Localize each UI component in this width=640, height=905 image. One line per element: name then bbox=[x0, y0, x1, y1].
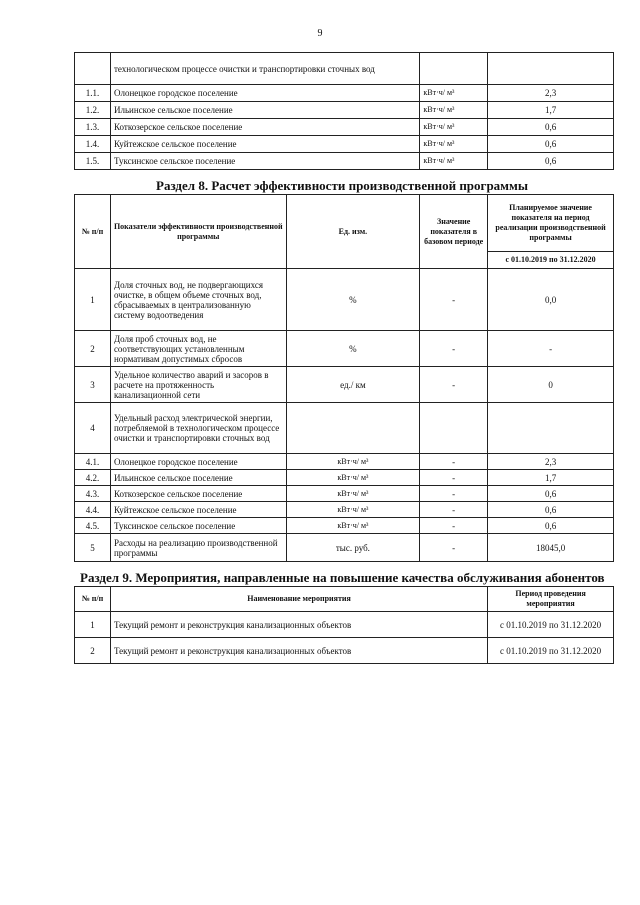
header-unit: Ед. изм. bbox=[286, 195, 420, 269]
base-value: - bbox=[420, 269, 488, 331]
indicator-name: Удельное количество аварий и засоров в расчете на протяженность канализационной сети bbox=[110, 367, 286, 403]
row-number: 1.2. bbox=[75, 102, 111, 119]
value-cell: 0,6 bbox=[488, 153, 614, 170]
row-number: 1.3. bbox=[75, 119, 111, 136]
unit-cell: тыс. руб. bbox=[286, 534, 420, 562]
header-num: № п/п bbox=[75, 587, 111, 612]
unit-cell: кВт·ч/ м³ bbox=[420, 102, 488, 119]
header-period: с 01.10.2019 по 31.12.2020 bbox=[488, 252, 614, 269]
base-value: - bbox=[420, 470, 488, 486]
indicator-name: Расходы на реализацию производственной программы bbox=[110, 534, 286, 562]
unit-cell: % bbox=[286, 269, 420, 331]
plan-value: 18045,0 bbox=[488, 534, 614, 562]
table-row bbox=[75, 518, 614, 534]
row-number: 4 bbox=[75, 403, 111, 454]
unit-cell: кВт·ч/ м³ bbox=[420, 136, 488, 153]
efficiency-table bbox=[74, 194, 614, 562]
base-value: - bbox=[420, 518, 488, 534]
row-number: 1 bbox=[75, 269, 111, 331]
unit-cell: кВт·ч/ м³ bbox=[286, 470, 420, 486]
table-row bbox=[75, 486, 614, 502]
plan-value: - bbox=[488, 331, 614, 367]
plan-value: 0,0 bbox=[488, 269, 614, 331]
header-base: Значение показателя в базовом периоде bbox=[420, 195, 488, 269]
table-row bbox=[75, 85, 614, 102]
indicator-name: Куйтежское сельское поселение bbox=[110, 502, 286, 518]
value-cell: 1,7 bbox=[488, 102, 614, 119]
base-value bbox=[420, 403, 488, 454]
table-row bbox=[75, 136, 614, 153]
table-row bbox=[75, 53, 614, 85]
unit-cell: кВт·ч/ м³ bbox=[286, 454, 420, 470]
table-row bbox=[75, 269, 614, 331]
page-number: 9 bbox=[317, 28, 323, 39]
row-number: 2 bbox=[75, 638, 111, 664]
settlement-name: Туксинское сельское поселение bbox=[110, 153, 419, 170]
row-number: 4.2. bbox=[75, 470, 111, 486]
base-value: - bbox=[420, 454, 488, 470]
row-number: 1.1. bbox=[75, 85, 111, 102]
indicator-name: Туксинское сельское поселение bbox=[110, 518, 286, 534]
plan-value: 0,6 bbox=[488, 502, 614, 518]
header-name: Показатели эффективности производственной программы bbox=[110, 195, 286, 269]
indicator-name: Олонецкое городское поселение bbox=[110, 454, 286, 470]
consumption-table-continued bbox=[74, 52, 614, 170]
table-row bbox=[75, 331, 614, 367]
unit-cell bbox=[286, 403, 420, 454]
base-value: - bbox=[420, 367, 488, 403]
value-cell: 0,6 bbox=[488, 119, 614, 136]
row-number: 4.3. bbox=[75, 486, 111, 502]
value-cell: 0,6 bbox=[488, 136, 614, 153]
table-row bbox=[75, 612, 614, 638]
plan-value bbox=[488, 403, 614, 454]
unit-cell: кВт·ч/ м³ bbox=[286, 486, 420, 502]
section-8-title: Раздел 8. Расчет эффективности производственной программы bbox=[156, 178, 529, 193]
table-row bbox=[75, 102, 614, 119]
row-number: 1.4. bbox=[75, 136, 111, 153]
row-label: технологическом процессе очистки и транспортировки сточных вод bbox=[110, 53, 419, 85]
table-row bbox=[75, 153, 614, 170]
unit-cell: кВт·ч/ м³ bbox=[420, 153, 488, 170]
indicator-name: Доля проб сточных вод, не соответствующих установленным нормативам допустимых сбросов bbox=[110, 331, 286, 367]
row-number: 4.1. bbox=[75, 454, 111, 470]
table-row bbox=[75, 367, 614, 403]
measures-table bbox=[74, 586, 614, 664]
row-number: 3 bbox=[75, 367, 111, 403]
header-name: Наименование мероприятия bbox=[110, 587, 487, 612]
measure-name: Текущий ремонт и реконструкция канализационных объектов bbox=[110, 638, 487, 664]
plan-value: 0,6 bbox=[488, 518, 614, 534]
indicator-name: Доля сточных вод, не подвергающихся очистке, в общем объеме сточных вод, сбрасываемых в централизованную систему водоотведения bbox=[110, 269, 286, 331]
row-number: 4.5. bbox=[75, 518, 111, 534]
table-row bbox=[75, 403, 614, 454]
row-number: 2 bbox=[75, 331, 111, 367]
plan-value: 1,7 bbox=[488, 470, 614, 486]
indicator-name: Коткозерское сельское поселение bbox=[110, 486, 286, 502]
unit-cell: ед./ км bbox=[286, 367, 420, 403]
settlement-name: Ильинское сельское поселение bbox=[110, 102, 419, 119]
header-period: Период проведения мероприятия bbox=[488, 587, 614, 612]
header-plan: Планируемое значение показателя на период реализации производственной программы bbox=[488, 195, 614, 252]
unit-cell: кВт·ч/ м³ bbox=[420, 119, 488, 136]
unit-cell: кВт·ч/ м³ bbox=[286, 502, 420, 518]
row-number: 1 bbox=[75, 612, 111, 638]
indicator-name: Удельный расход электрической энергии, потребляемой в технологическом процессе очистки и транспортировки сточных вод bbox=[110, 403, 286, 454]
settlement-name: Олонецкое городское поселение bbox=[110, 85, 419, 102]
row-number: 5 bbox=[75, 534, 111, 562]
settlement-name: Куйтежское сельское поселение bbox=[110, 136, 419, 153]
base-value: - bbox=[420, 486, 488, 502]
table-row bbox=[75, 534, 614, 562]
settlement-name: Коткозерское сельское поселение bbox=[110, 119, 419, 136]
header-num: № п/п bbox=[75, 195, 111, 269]
unit-cell: кВт·ч/ м³ bbox=[286, 518, 420, 534]
plan-value: 0,6 bbox=[488, 486, 614, 502]
unit-cell: % bbox=[286, 331, 420, 367]
section-9-title: Раздел 9. Мероприятия, направленные на повышение качества обслуживания абонентов bbox=[80, 570, 605, 585]
table-row bbox=[75, 454, 614, 470]
base-value: - bbox=[420, 331, 488, 367]
measure-period: с 01.10.2019 по 31.12.2020 bbox=[488, 612, 614, 638]
base-value: - bbox=[420, 502, 488, 518]
value-cell: 2,3 bbox=[488, 85, 614, 102]
plan-value: 0 bbox=[488, 367, 614, 403]
row-number: 1.5. bbox=[75, 153, 111, 170]
measure-name: Текущий ремонт и реконструкция канализационных объектов bbox=[110, 612, 487, 638]
table-row bbox=[75, 119, 614, 136]
table-row bbox=[75, 502, 614, 518]
plan-value: 2,3 bbox=[488, 454, 614, 470]
table-row bbox=[75, 470, 614, 486]
base-value: - bbox=[420, 534, 488, 562]
row-number: 4.4. bbox=[75, 502, 111, 518]
table-row bbox=[75, 638, 614, 664]
measure-period: с 01.10.2019 по 31.12.2020 bbox=[488, 638, 614, 664]
indicator-name: Ильинское сельское поселение bbox=[110, 470, 286, 486]
unit-cell: кВт·ч/ м³ bbox=[420, 85, 488, 102]
